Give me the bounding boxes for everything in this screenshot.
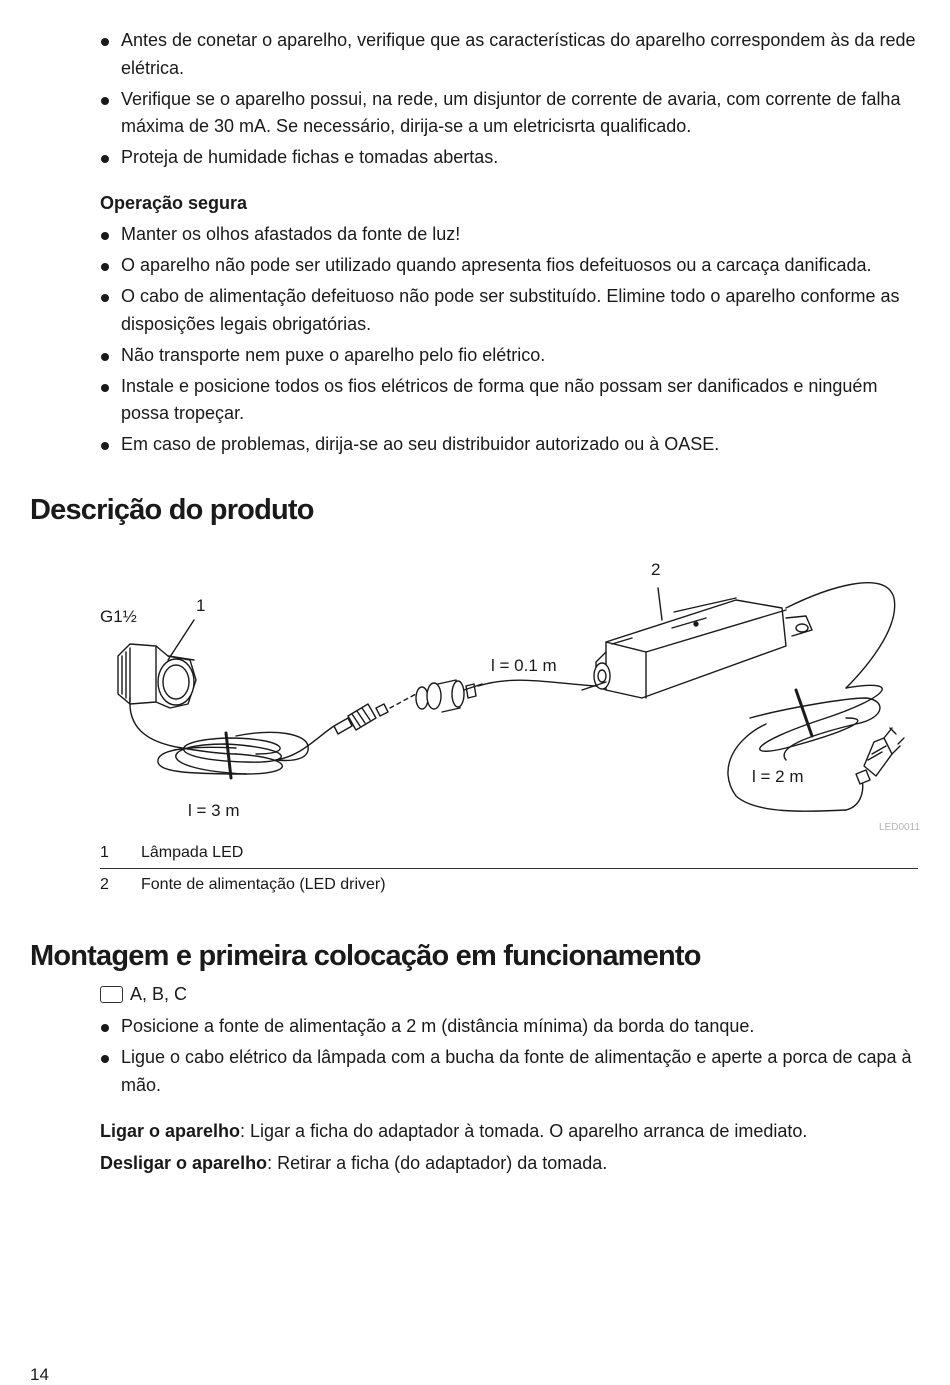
- list-item: O cabo de alimentação defeituoso não pode ser substituído. Elimine todo o aparelho conforme as disposições legais obrigatórias.: [100, 283, 920, 338]
- thread-size-label: G1½: [100, 607, 137, 626]
- safe-operation-list: [100, 221, 920, 459]
- list-item: Verifique se o aparelho possui, na rede, um disjuntor de corrente de avaria, com corrente de falha máxima de 30 mA. Se necessário, dirija-se a um eletricisrta qualificado.: [100, 86, 920, 141]
- list-item: Antes de conetar o aparelho, verifique que as características do aparelho correspondem às da rede elétrica.: [100, 27, 920, 82]
- callout-1: 1: [196, 596, 206, 615]
- cable-length-lamp-label: l = 3 m: [188, 801, 240, 820]
- legend-text: Fonte de alimentação (LED driver): [141, 875, 386, 893]
- cable-coil-left: [158, 732, 308, 778]
- switch-on-text: : Ligar a ficha do adaptador à tomada. O aparelho arranca de imediato.: [240, 1121, 808, 1141]
- callout-2: 2: [651, 560, 661, 579]
- figure-code: LED0011: [879, 822, 920, 833]
- image-reference-text: A, B, C: [130, 984, 188, 1004]
- section-heading-product: Descrição do produto: [30, 494, 314, 526]
- switch-off-paragraph: [100, 1150, 920, 1176]
- list-item: Manter os olhos afastados da fonte de luz!: [100, 221, 920, 249]
- table-row: [100, 869, 918, 900]
- cable-coil-right: [728, 685, 882, 811]
- cable-length-mains-label: l = 2 m: [752, 767, 804, 786]
- plug-illustration: [846, 728, 904, 810]
- lamp-illustration: [118, 620, 196, 708]
- list-item: Em caso de problemas, dirija-se ao seu distribuidor autorizado ou à OASE.: [100, 431, 920, 459]
- switch-on-label: Ligar o aparelho: [100, 1121, 241, 1141]
- image-reference-icon: [100, 986, 123, 1003]
- subsection-title: Operação segura: [100, 193, 248, 213]
- intro-bullet-list: [100, 27, 920, 172]
- switch-on-paragraph: [100, 1118, 920, 1144]
- list-item: Proteja de humidade fichas e tomadas abertas.: [100, 144, 920, 172]
- list-item: O aparelho não pode ser utilizado quando apresenta fios defeituosos ou a carcaça danificada.: [100, 252, 920, 280]
- list-item: Não transporte nem puxe o aparelho pelo fio elétrico.: [100, 342, 920, 370]
- section-heading-assembly: Montagem e primeira colocação em funcionamento: [30, 940, 701, 972]
- cable-length-short-label: l = 0.1 m: [491, 656, 557, 675]
- safe-operation-section: [100, 190, 920, 462]
- product-figure: [86, 548, 926, 838]
- table-row: [100, 837, 918, 869]
- connector-female: [334, 704, 388, 734]
- legend-number: 2: [100, 875, 109, 893]
- switch-off-label: Desligar o aparelho: [100, 1153, 268, 1173]
- assembly-section: [100, 1013, 920, 1103]
- legend-text: Lâmpada LED: [141, 843, 244, 861]
- product-illustration: [86, 548, 926, 838]
- list-item: Posicione a fonte de alimentação a 2 m (distância mínima) da borda do tanque.: [100, 1013, 920, 1041]
- page-number: 14: [30, 1365, 49, 1384]
- image-reference: [100, 984, 187, 1005]
- figure-legend: [100, 837, 918, 900]
- list-item: Instale e posicione todos os fios elétricos de forma que não possam ser danificados e ninguém possa tropeçar.: [100, 373, 920, 428]
- switch-off-text: : Retirar a ficha (do adaptador) da tomada.: [267, 1153, 608, 1173]
- assembly-bullet-list: [100, 1013, 920, 1099]
- connector-male: [416, 680, 482, 712]
- led-driver-illustration: [582, 588, 812, 698]
- intro-section: [100, 27, 920, 175]
- legend-number: 1: [100, 843, 109, 861]
- list-item: Ligue o cabo elétrico da lâmpada com a bucha da fonte de alimentação e aperte a porca de capa à mão.: [100, 1044, 920, 1099]
